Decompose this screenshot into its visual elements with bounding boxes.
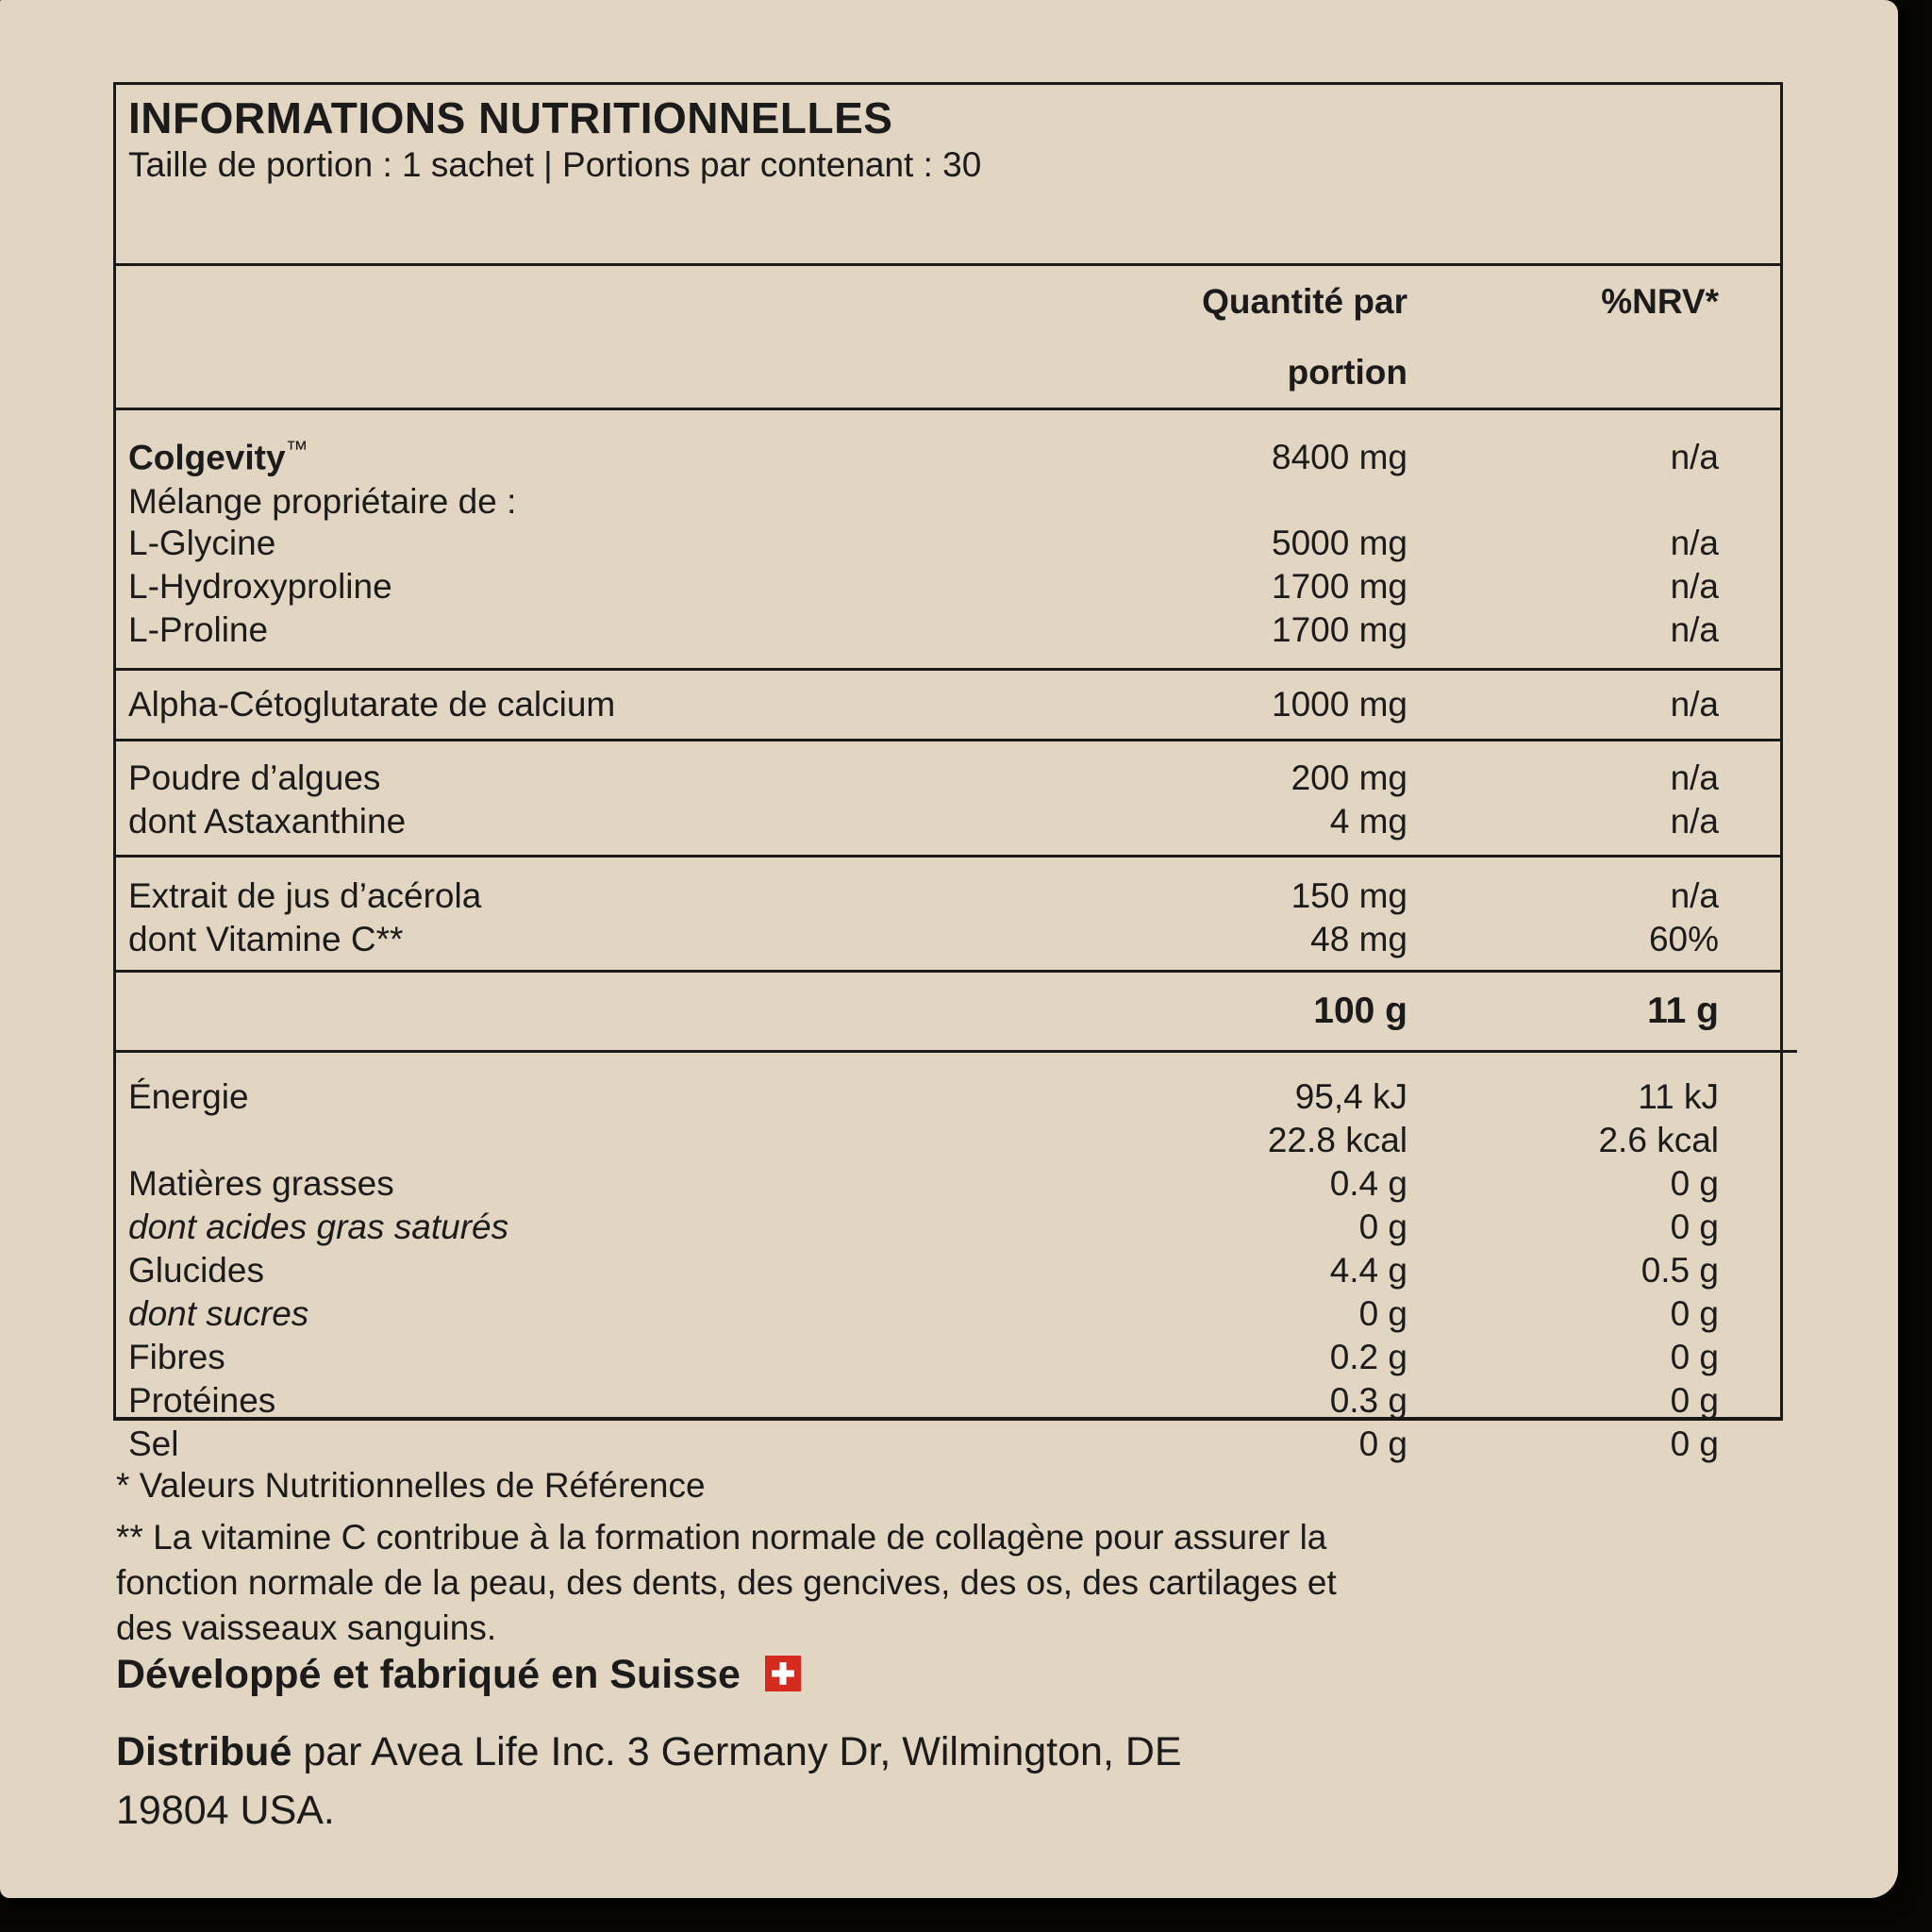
serving-info: Taille de portion : 1 sachet | Portions par contenant : 30: [128, 145, 982, 184]
nrv-value: n/a: [1670, 802, 1719, 841]
per-100g-value: 0.4 g: [1329, 1164, 1407, 1204]
distributor-line2: 19804 USA.: [116, 1788, 335, 1833]
table-row-fat: [116, 1162, 1780, 1206]
nutrient-name: Protéines: [128, 1381, 276, 1421]
blend-description: Mélange propriétaire de :: [128, 482, 517, 522]
amount-value: 48 mg: [1310, 920, 1407, 959]
per-100g-value: 0 g: [1358, 1424, 1407, 1464]
distributor-label: Distribué: [116, 1729, 292, 1774]
table-header: [116, 85, 1780, 266]
per-100g-value: 0 g: [1358, 1294, 1407, 1334]
per-serving-value: 0 g: [1670, 1294, 1719, 1334]
table-row-protein: [116, 1379, 1780, 1423]
table-row-sugars: [116, 1292, 1780, 1336]
swiss-flag-icon: [765, 1656, 801, 1691]
section-calcium: [116, 671, 1780, 741]
section-nutrition-values: [116, 1053, 1780, 1496]
section-weight-headers: [116, 973, 1780, 1053]
amount-value: 1000 mg: [1272, 685, 1407, 724]
per-serving-value: 11 kJ: [1638, 1077, 1719, 1117]
ingredient-name: L-Glycine: [128, 524, 276, 563]
per-serving-value: 0 g: [1670, 1164, 1719, 1204]
ingredient-name: L-Proline: [128, 610, 269, 650]
table-row-calcium-akg: [116, 683, 1780, 726]
table-row-carbohydrates: [116, 1249, 1780, 1292]
per-100g-value: 22.8 kcal: [1267, 1121, 1407, 1160]
table-row-saturated-fat: [116, 1206, 1780, 1249]
table-row-energy-kcal: [116, 1119, 1780, 1162]
amount-value: 150 mg: [1291, 876, 1407, 916]
distributor-line: [116, 1723, 1437, 1840]
nrv-value: 60%: [1648, 920, 1719, 959]
nrv-value: n/a: [1670, 685, 1719, 724]
ingredient-name: dont Vitamine C**: [128, 920, 404, 959]
nrv-value: n/a: [1670, 876, 1719, 916]
ingredient-name: Colgevity™: [128, 437, 308, 477]
per-serving-value: 0 g: [1670, 1424, 1719, 1464]
ingredient-name: L-Hydroxyproline: [128, 567, 392, 607]
ingredient-name: Alpha-Cétoglutarate de calcium: [128, 685, 616, 724]
per-100g-value: 0.2 g: [1329, 1338, 1407, 1377]
footnote-vitamin-c: ** La vitamine C contribue à la formation normale de collagène pour assurer la fonction normale de la peau, des dents, des gencives, des os, des cartilages et des vaisseaux sanguins.: [116, 1518, 1337, 1647]
per-100g-header: 100 g: [1313, 991, 1407, 1032]
table-row-weight-headers: [116, 989, 1780, 1034]
amount-value: 200 mg: [1291, 758, 1407, 798]
section-blend: [116, 410, 1780, 671]
nrv-value: n/a: [1670, 610, 1719, 650]
section-acerola: [116, 858, 1780, 973]
nutrient-name: Sel: [128, 1424, 179, 1464]
table-row-astaxanthin: [116, 800, 1780, 843]
trademark-symbol: ™: [285, 437, 308, 462]
table-row-energy-kj: [116, 1075, 1780, 1119]
table-row-l-glycine: [116, 522, 1780, 565]
per-100g-value: 95,4 kJ: [1294, 1077, 1407, 1117]
amount-value: 5000 mg: [1272, 524, 1407, 563]
column-header-row: [116, 266, 1780, 410]
amount-value: 1700 mg: [1272, 610, 1407, 650]
nutrient-name: dont acides gras saturés: [128, 1208, 509, 1247]
table-row-acerola-extract: [116, 874, 1780, 918]
distributor-text: par Avea Life Inc. 3 Germany Dr, Wilmington, DE: [291, 1729, 1182, 1774]
per-serving-value: 2.6 kcal: [1598, 1121, 1719, 1160]
table-row-l-proline: [116, 608, 1780, 652]
origin-line: [116, 1652, 801, 1697]
column-header-amount: Quantité par portion: [1202, 282, 1407, 391]
nrv-value: n/a: [1670, 758, 1719, 798]
per-serving-header: 11 g: [1647, 991, 1719, 1032]
ingredient-name: Extrait de jus d’acérola: [128, 876, 482, 916]
table-row-fiber: [116, 1336, 1780, 1379]
per-serving-value: 0 g: [1670, 1208, 1719, 1247]
footnote-nrv: * Valeurs Nutritionnelles de Référence: [116, 1466, 706, 1505]
section-algae: [116, 741, 1780, 858]
table-row-colgevity: [116, 425, 1780, 482]
amount-value: 4 mg: [1329, 802, 1407, 841]
column-header-nrv: %NRV*: [1601, 282, 1719, 321]
table-row-salt: [116, 1423, 1780, 1466]
nutrient-name: dont sucres: [128, 1294, 309, 1334]
nutrient-name: Fibres: [128, 1338, 225, 1377]
amount-value: 1700 mg: [1272, 567, 1407, 607]
per-serving-value: 0.5 g: [1641, 1251, 1719, 1291]
per-100g-value: 4.4 g: [1329, 1251, 1407, 1291]
nutrient-name: Glucides: [128, 1251, 264, 1291]
per-serving-value: 0 g: [1670, 1338, 1719, 1377]
per-100g-value: 0 g: [1358, 1208, 1407, 1247]
ingredient-name: Poudre d’algues: [128, 758, 381, 798]
origin-text: Développé et fabriqué en Suisse: [116, 1652, 741, 1697]
nrv-value: n/a: [1670, 524, 1719, 563]
table-row-algae-powder: [116, 757, 1780, 800]
table-row-vitamin-c: [116, 918, 1780, 961]
table-row-blend-desc: [116, 482, 1780, 522]
amount-value: 8400 mg: [1272, 438, 1407, 477]
ingredient-name: dont Astaxanthine: [128, 802, 407, 841]
nutrition-table: [113, 82, 1783, 1464]
table-title: INFORMATIONS NUTRITIONNELLES: [128, 93, 893, 142]
per-100g-value: 0.3 g: [1329, 1381, 1407, 1421]
nutrient-name: Matières grasses: [128, 1164, 394, 1204]
per-serving-value: 0 g: [1670, 1381, 1719, 1421]
nutrient-name: Énergie: [128, 1077, 249, 1117]
table-row-l-hydroxyproline: [116, 565, 1780, 608]
nrv-value: n/a: [1670, 438, 1719, 477]
nrv-value: n/a: [1670, 567, 1719, 607]
